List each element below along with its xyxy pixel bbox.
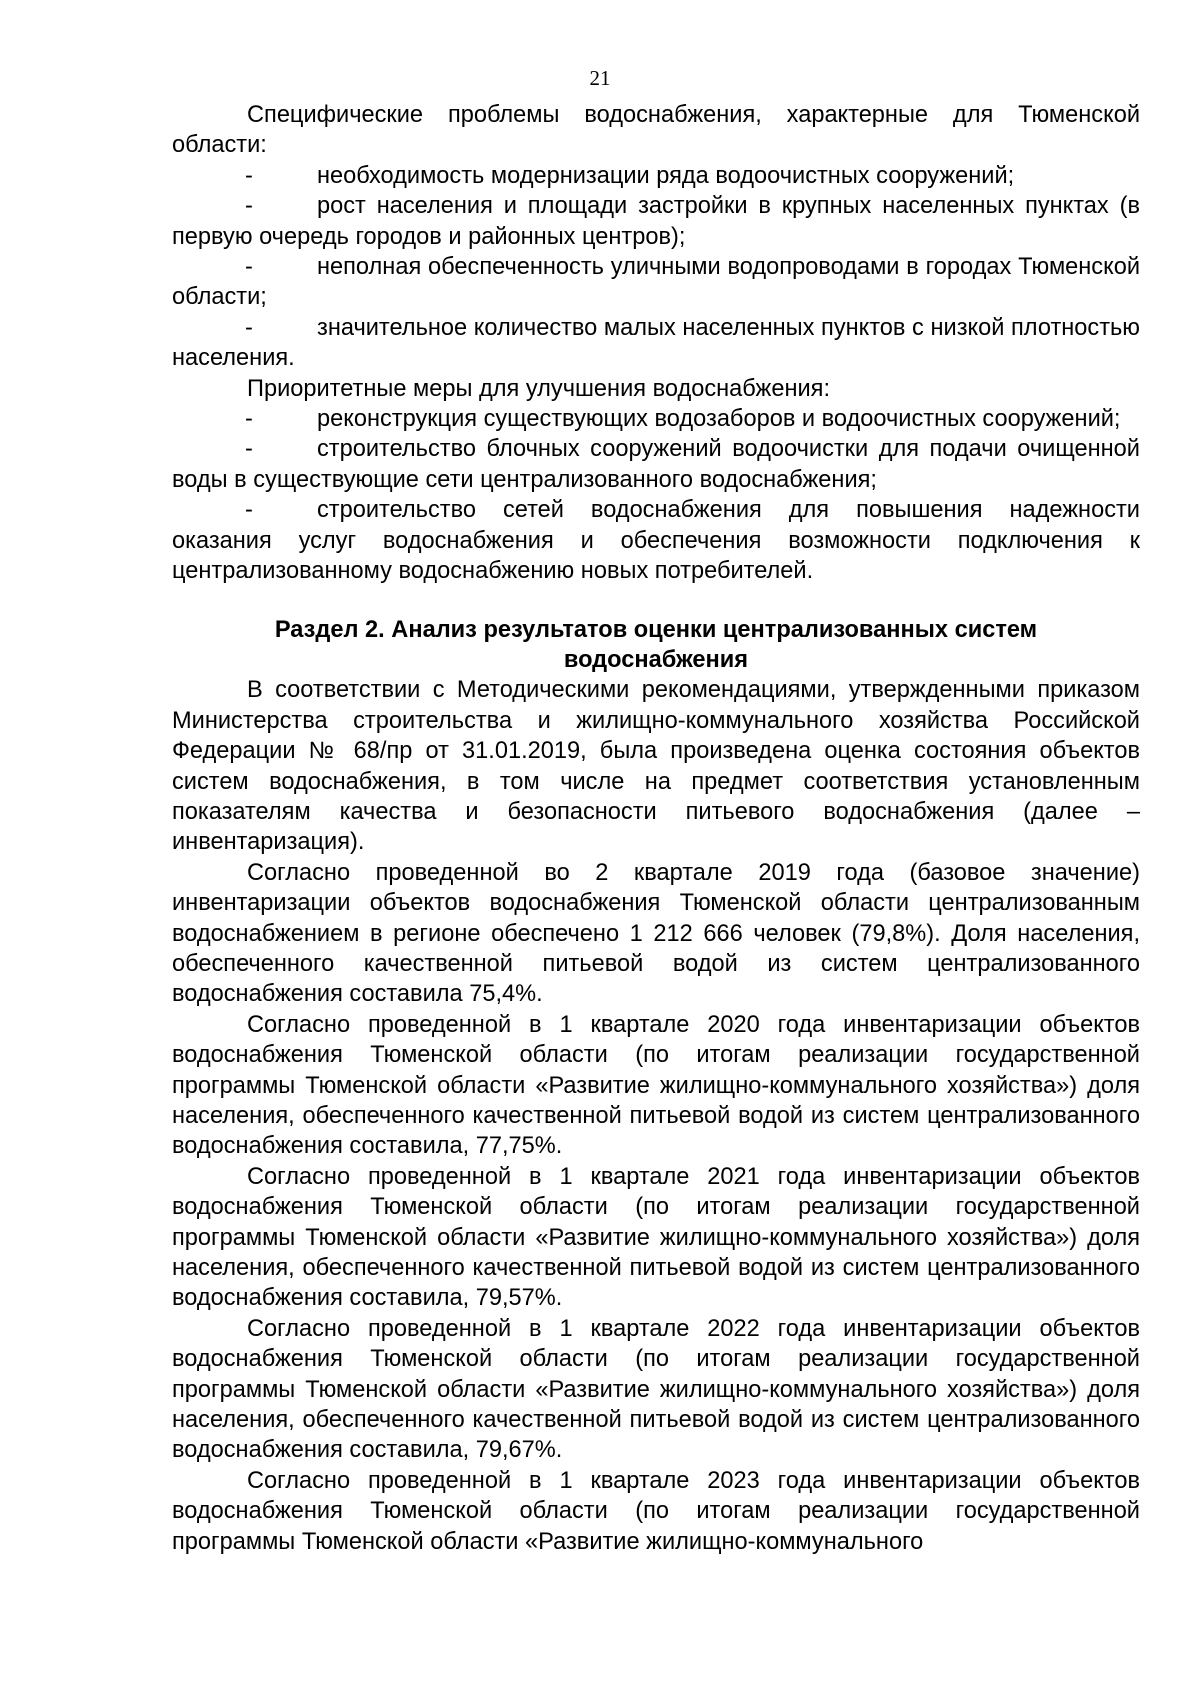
- problem-item: [172, 191, 1140, 252]
- body-paragraph: Согласно проведенной в 1 квартале 2023 года инвентаризации объектов водоснабжения Тюменской области (по итогам реализации государственной программы Тюменской области «Развитие жилищно-коммунального: [172, 1467, 1140, 1555]
- problem-item: [172, 252, 1140, 313]
- body-paragraph: Согласно проведенной в 1 квартале 2021 года инвентаризации объектов водоснабжения Тюменской области (по итогам реализации государственной программы Тюменской области «Развитие жилищно-коммунального хозяйства») доля населения, обеспеченного качественной питьевой водой из систем централизованного водоснабжения составила, 79,57%.: [172, 1163, 1140, 1312]
- measure-item: [172, 495, 1140, 586]
- measure-item-text: строительство блочных сооружений водоочистки для подачи очищенной воды в существующие сети централизованного водоснабжения;: [172, 436, 1140, 493]
- measures-title: Приоритетные меры для улучшения водоснабжения:: [247, 375, 830, 402]
- page-number: 21: [589, 66, 611, 90]
- problem-item-text: рост населения и площади застройки в крупных населенных пунктах (в первую очередь городов и районных центров);: [172, 193, 1140, 250]
- body-paragraph: В соответствии с Методическими рекомендациями, утвержденными приказом Министерства строительства и жилищно-коммунального хозяйства Российской Федерации № 68/пр от 31.01.2019, была произведена оценка состояния объектов систем водоснабжения, в том числе на предмет соответствия установленным показателям качества и безопасности питьевого водоснабжения (далее – инвентаризация).: [172, 677, 1140, 856]
- list-dash: -: [245, 162, 253, 189]
- measure-item: [172, 434, 1140, 495]
- body-paragraph: Согласно проведенной в 1 квартале 2022 года инвентаризации объектов водоснабжения Тюменской области (по итогам реализации государственной программы Тюменской области «Развитие жилищно-коммунального хозяйства») доля населения, обеспеченного качественной питьевой водой из систем централизованного водоснабжения составила, 79,67%.: [172, 1315, 1140, 1464]
- problem-item-text: необходимость модернизации ряда водоочистных сооружений;: [317, 162, 1015, 189]
- measure-item-text: строительство сетей водоснабжения для повышения надежности оказания услуг водоснабжения и обеспечения возможности подключения к централизованному водоснабжению новых потребителей.: [172, 497, 1140, 585]
- list-dash: -: [245, 254, 253, 281]
- page-content: [172, 100, 1140, 1557]
- list-dash: -: [245, 436, 253, 463]
- body-paragraph: Согласно проведенной в 1 квартале 2020 года инвентаризации объектов водоснабжения Тюменской области (по итогам реализации государственной программы Тюменской области «Развитие жилищно-коммунального хозяйства») доля населения, обеспеченного качественной питьевой водой из систем централизованного водоснабжения составила, 77,75%.: [172, 1011, 1140, 1160]
- measure-item-text: реконструкция существующих водозаборов и водоочистных сооружений;: [317, 406, 1121, 433]
- problem-item-text: неполная обеспеченность уличными водопроводами в городах Тюменской области;: [172, 254, 1140, 311]
- list-dash: -: [245, 406, 253, 433]
- list-dash: -: [245, 497, 253, 524]
- section-heading: Раздел 2. Анализ результатов оценки централизованных систем водоснабжения: [274, 616, 1038, 673]
- problems-title: Специфические проблемы водоснабжения, характерные для Тюменской области:: [172, 102, 1140, 159]
- measure-item: [172, 404, 1140, 434]
- problem-item-text: значительное количество малых населенных пунктов с низкой плотностью населения.: [172, 314, 1140, 372]
- problem-item: [172, 161, 1140, 191]
- body-paragraph: Согласно проведенной во 2 квартале 2019 года (базовое значение) инвентаризации объектов водоснабжения Тюменской области централизованным водоснабжением в регионе обеспечено 1 212 666 человек (79,8%). Доля населения, обеспеченного качественной питьевой водой из систем централизованного водоснабжения составила 75,4%.: [172, 859, 1140, 1008]
- list-dash: -: [245, 314, 253, 341]
- list-dash: -: [245, 193, 253, 220]
- problem-item: [172, 313, 1140, 374]
